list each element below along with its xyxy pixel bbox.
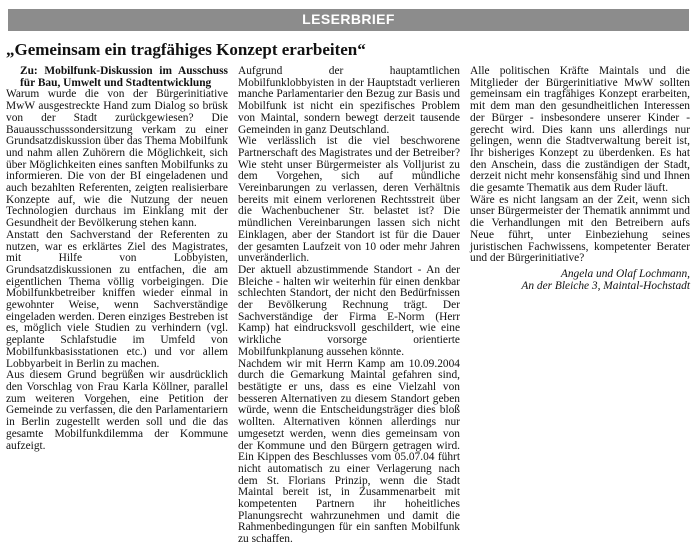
paragraph-8: Alle politischen Kräfte Maintals und die Mitglieder der Bürgerinitiative MwW sollten gemeinsam ein tragfähiges Konzept erarbeiten, mit dem man den gesundheitlichen Interessen der Bürger - insbesondere unserer Kinder - gerecht wird. Dies kann uns allerdings nur gelingen, wenn die Stadtverwaltung bereit ist, Ihr bisheriges Konzept zu überdenken. Es hat den Anschein, dass die zuständigen der Stadt, derzeit nicht mehr konsensfähig sind und Ihnen die gesamte Thematik aus dem Ruder läuft. xyxy=(470,65,690,195)
paragraph-3: Aus diesem Grund begrüßen wir ausdrücklich den Vorschlag von Frau Karla Köllner, parallel zum weiteren Vorgehen, eine Petition der Gemeinde zu verfassen, die den Parlamentariern in Berlin zugestellt werden soll und die das gesamte Mobilfunkdilemma der Kommune aufzeigt. xyxy=(6,369,228,452)
paragraph-2: Anstatt den Sachverstand der Referenten zu nutzen, war es erklärtes Ziel des Magistrates, mit Hilfe von Lobbyisten, Grundsatzdiskussionen zu entfachen, die am eigentlichen Thema völlig vorbeigingen. Die Mobilfunkbetreiber kniffen wieder einmal in gewohnter Weise, wenn Sachverständige eingeladen werden. Deren einziges Bestreben ist es, möglich viele Studien zu verhindern (vgl. geplante Schlafstudie im Umfeld von Mobilfunkbasisstationen etc.) und vor allem Lobbyarbeit in Berlin zu machen. xyxy=(6,228,228,370)
paragraph-6: Der aktuell abzustimmende Standort - An der Bleiche - halten wir weiterhin für einen denkbar schlechten Standort, der nicht den Bedürfnissen der Bevölkerung Rechnung trägt. Der Sachverständige der Firma E-Norm (Herr Kamp) hat eindrucksvoll geschildert, wie eine wirkliche vorsorge orientierte Mobilfunkplanung aussehen könnte. xyxy=(238,263,460,358)
signature-names: Angela und Olaf Lochmann, xyxy=(560,267,690,280)
paragraph-7: Nachdem wir mit Herrn Kamp am 10.09.2004 durch die Gemarkung Maintal gefahren sind, bestätigte er uns, dass es eine Vielzahl von besseren Alternativen zu diesem Standort geben würde, wenn die Entscheidungsträger dies bloß wollten. Alternativen können allerdings nur umgesetzt werden, wenn dies gemeinsam von der Kommune und den Bürgern getragen wird. Ein Kippen des Beschlusses vom 05.07.04 führt nicht automatisch zu einer Verlagerung nach dem St. Florians Prinzip, wenn die Stadt Maintal bereit ist, in Zusammenarbeit mit kompetenten Partnern ihr hoheitliches Planungsrecht wahrzunehmen und damit die Rahmenbedingungen für ein sanften Mobilfunk zu schaffen. xyxy=(238,357,460,546)
signature xyxy=(470,269,690,292)
column-1 xyxy=(6,66,228,480)
signature-address: An der Bleiche 3, Maintal-Hochstadt xyxy=(521,279,690,292)
paragraph-1: Warum wurde die von der Bürgerinitiative MwW ausgestreckte Hand zum Dialog so brüsk von der Stadt zurückgewiesen? Die Bauausschusssondersitzung verkam zu einer Grundsatzdiskussion über das Thema Mobilfunk und nahm allen Zuhörern die Möglichkeit, sich über Möglichkeiten eines sanften Mobilfunks zu informieren. Die von der BI eingeladenen und auch bezahlten Referenten, zeigten realisierbare Konzepte auf, wie die Nutzung der neuen Technologien durchaus im Einklang mit der Gesundheit der Bevölkerung stehen kann. xyxy=(6,88,228,230)
paragraph-9: Wäre es nicht langsam an der Zeit, wenn sich unser Bürgermeister der Thematik annimmt und die Verhandlungen mit den Betreibern aufs Neue führt, unter Einbeziehung seines juristischen Fachwissens, kompetenter Berater und der Bürgerinitiative? xyxy=(470,193,690,265)
leserbrief-banner xyxy=(8,9,689,31)
subhead: Zu: Mobilfunk-Diskussion im Ausschuss für Bau, Umwelt und Stadtentwicklung xyxy=(20,65,228,89)
banner-label: LESERBRIEF xyxy=(302,11,395,27)
column-2 xyxy=(238,65,460,546)
column-3 xyxy=(470,66,690,480)
paragraph-5: Wie verlässlich ist die viel beschworene Partnerschaft des Magistrates und der Betreiber? Wie steht unser Bürgermeister als Volljurist zu dem Vorgehen, sich auf mündliche Vereinbarungen zu verlassen, deren Verhältnis bereits mit einem verlorenen Rechtsstreit über die Wachenbuchener Str. belastet ist? Die mündlichen Vereinbarungen lassen sich nicht Einklagen, aber der Standort ist für die Dauer der gesamten Laufzeit von 10 oder mehr Jahren unveränderlich. xyxy=(238,135,460,265)
headline: „Gemeinsam ein tragfähiges Konzept erarbeiten“ xyxy=(6,40,366,59)
paragraph-4: Aufgrund der hauptamtlichen Mobilfunklobbyisten in der Hauptstadt verlieren manche Parlamentarier den Bezug zur Basis und Mobilfunk ist nicht ein spezifisches Problem von Maintal, sondern bewegt derzeit tausende Gemeinden in ganz Deutschland. xyxy=(238,65,460,136)
